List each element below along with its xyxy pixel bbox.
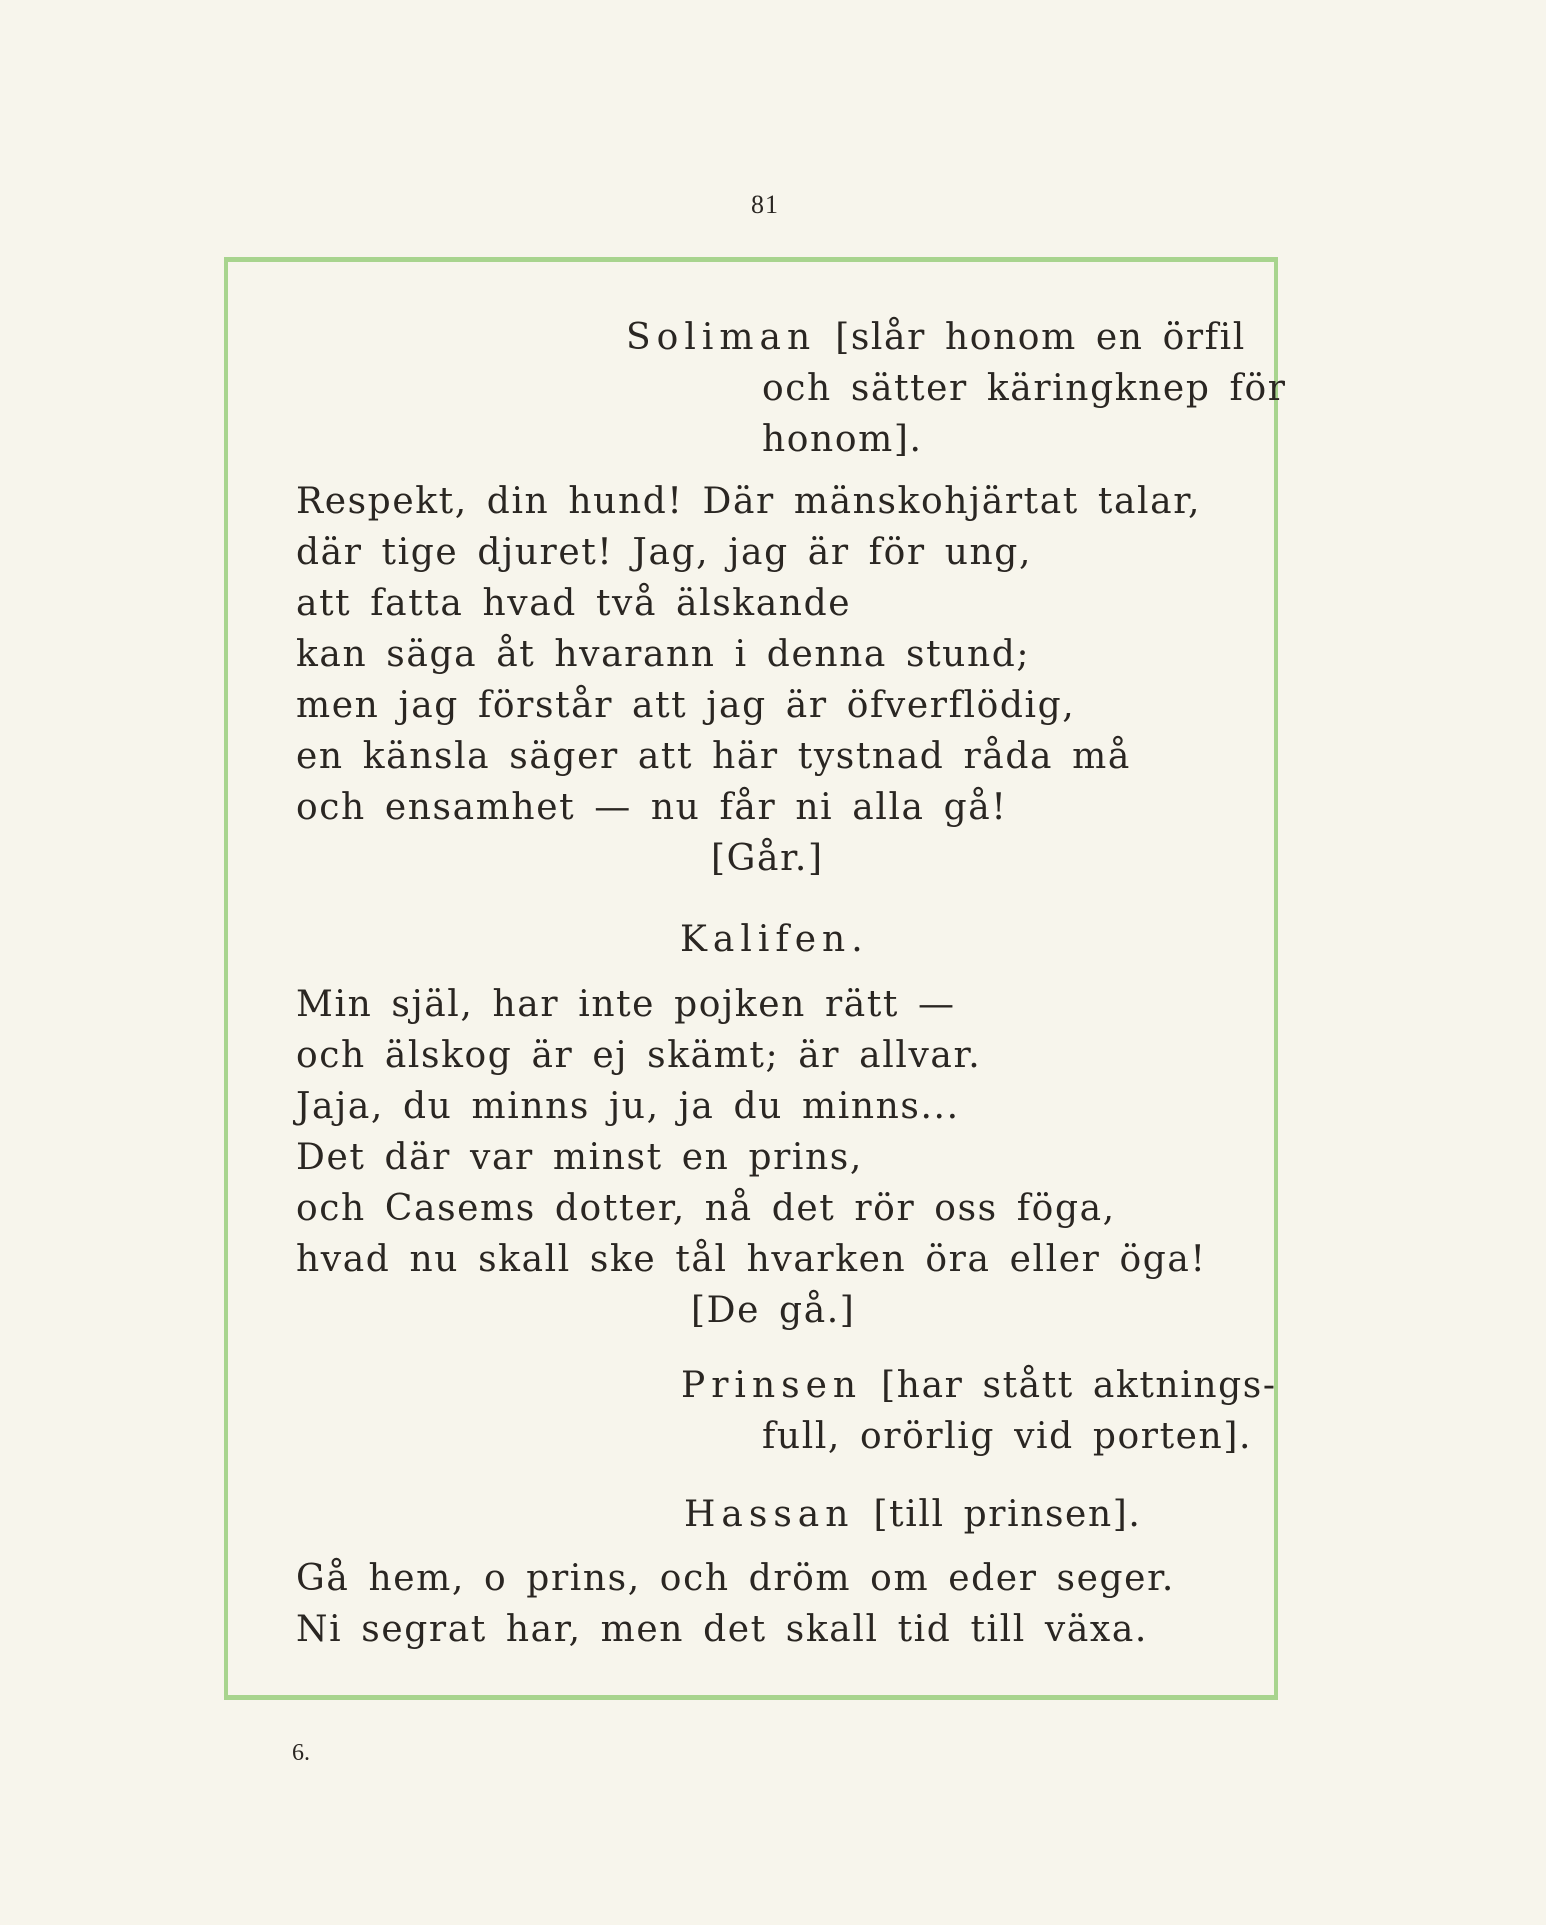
verse-line: kan säga åt hvarann i denna stund; [296, 634, 1031, 675]
verse-line: men jag förstår att jag är öfverflödig, [296, 685, 1076, 726]
verse-line: hvad nu skall ske tål hvarken öra eller öga! [296, 1239, 1207, 1280]
stage-direction-line: full, orörlig vid porten]. [762, 1416, 1253, 1457]
verse-line: Jaja, du minns ju, ja du minns... [296, 1086, 960, 1127]
signature-mark: 6. [292, 1740, 310, 1766]
verse-line: Gå hem, o prins, och dröm om eder seger. [296, 1558, 1175, 1599]
verse-line: att fatta hvad två älskande [296, 583, 852, 624]
verse-line: och älskog är ej skämt; är allvar. [296, 1035, 982, 1076]
verse-line: Ni segrat har, men det skall tid till växa. [296, 1609, 1148, 1650]
stage-line [684, 1494, 1141, 1536]
text-frame [224, 257, 1287, 1700]
verse-line: Min själ, har inte pojken rätt — [296, 984, 956, 1025]
verse-line: där tige djuret! Jag, jag är för ung, [296, 532, 1032, 573]
speaker-name: Kalifen. [680, 919, 869, 960]
verse-line: Det där var minst en prins, [296, 1137, 863, 1178]
stage-direction-line: honom]. [762, 419, 923, 460]
page-number: 81 [751, 190, 779, 219]
verse-line: och ensamhet — nu får ni alla gå! [296, 787, 1008, 828]
speaker-name: Soliman [626, 317, 817, 358]
verse-line: och Casems dotter, nå det rör oss föga, [296, 1188, 1116, 1229]
stage-line [681, 1365, 1277, 1407]
stage-line [626, 317, 1246, 359]
speaker-name: Prinsen [681, 1365, 863, 1406]
exit-direction: [Går.] [711, 838, 824, 879]
stage-direction: [har stått aktnings- [881, 1365, 1277, 1406]
verse-line: en känsla säger att här tystnad råda må [296, 736, 1131, 777]
stage-direction: [slår honom en örfil [835, 317, 1246, 358]
play-text [228, 262, 1287, 1695]
exit-direction: [De gå.] [691, 1290, 856, 1331]
stage-direction: [till prinsen]. [873, 1494, 1142, 1535]
stage-direction-line: och sätter käringknep för [762, 368, 1287, 409]
speaker-name: Hassan [684, 1494, 855, 1535]
verse-line: Respekt, din hund! Där mänskohjärtat talar, [296, 481, 1202, 522]
